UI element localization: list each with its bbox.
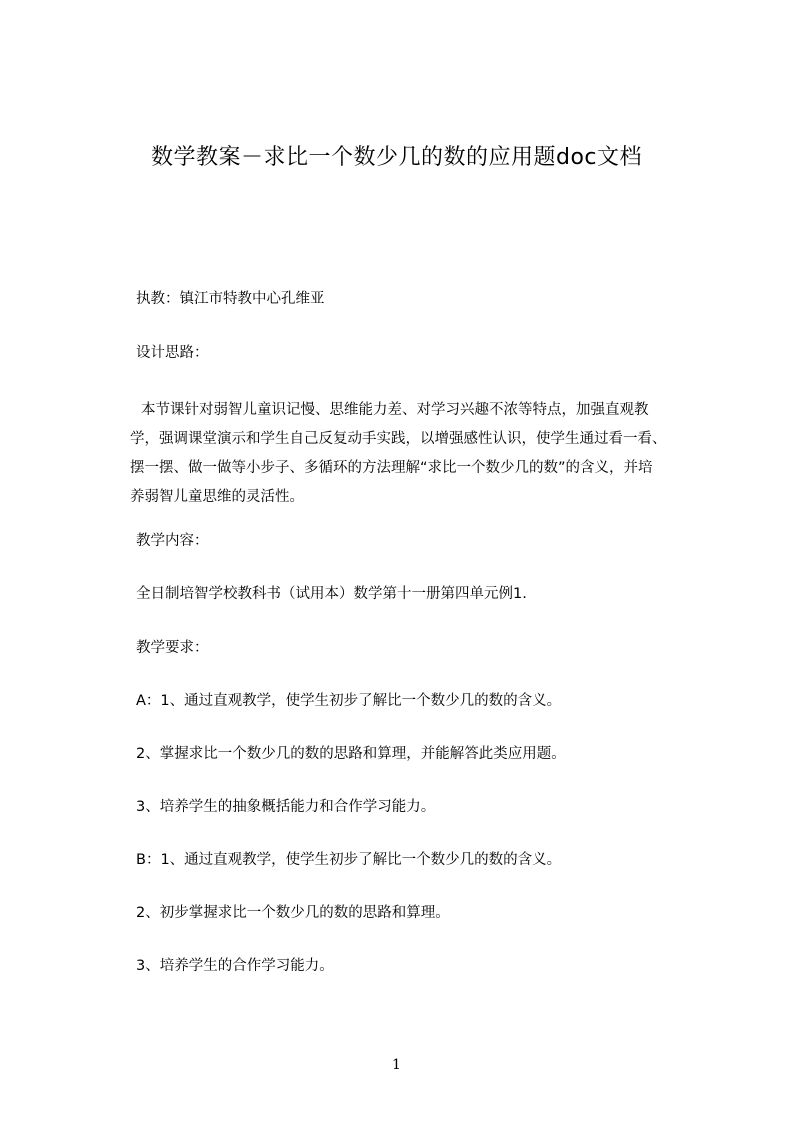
requirement-item: 3、培养学生的抽象概括能力和合作学习能力。 <box>136 799 436 815</box>
design-paragraph-line: 养弱智儿童思维的灵活性。 <box>130 489 304 505</box>
requirements-heading: 教学要求： <box>136 640 209 656</box>
author-line: 执教：镇江市特教中心孔维亚 <box>136 291 325 307</box>
design-heading: 设计思路： <box>136 345 209 361</box>
content-heading: 教学内容： <box>136 533 209 549</box>
requirement-item: 2、初步掌握求比一个数少几的数的思路和算理。 <box>136 905 450 921</box>
requirement-item: B：1、通过直观教学，使学生初步了解比一个数少几的数的含义。 <box>136 852 562 868</box>
requirement-item: 3、培养学生的合作学习能力。 <box>136 958 334 974</box>
design-paragraph-line: 本节课针对弱智儿童识记慢、思维能力差、对学习兴趣不浓等特点，加强直观教 <box>141 402 649 418</box>
page-number: 1 <box>392 1057 401 1073</box>
design-paragraph-line: 学，强调课堂演示和学生自己反复动手实践，以增强感性认识，使学生通过看一看、 <box>130 431 667 447</box>
requirement-item: 2、掌握求比一个数少几的数的思路和算理，并能解答此类应用题。 <box>136 746 566 762</box>
content-text: 全日制培智学校教科书（试用本）数学第十一册第四单元例1. <box>136 586 527 602</box>
design-paragraph-line: 摆一摆、做一做等小步子、多循环的方法理解“求比一个数少几的数”的含义，并培 <box>130 460 653 476</box>
design-paragraph <box>130 396 706 512</box>
document-title: 数学教案－求比一个数少几的数的应用题doc文档 <box>150 145 643 170</box>
requirement-item: A：1、通过直观教学，使学生初步了解比一个数少几的数的含义。 <box>136 693 562 709</box>
